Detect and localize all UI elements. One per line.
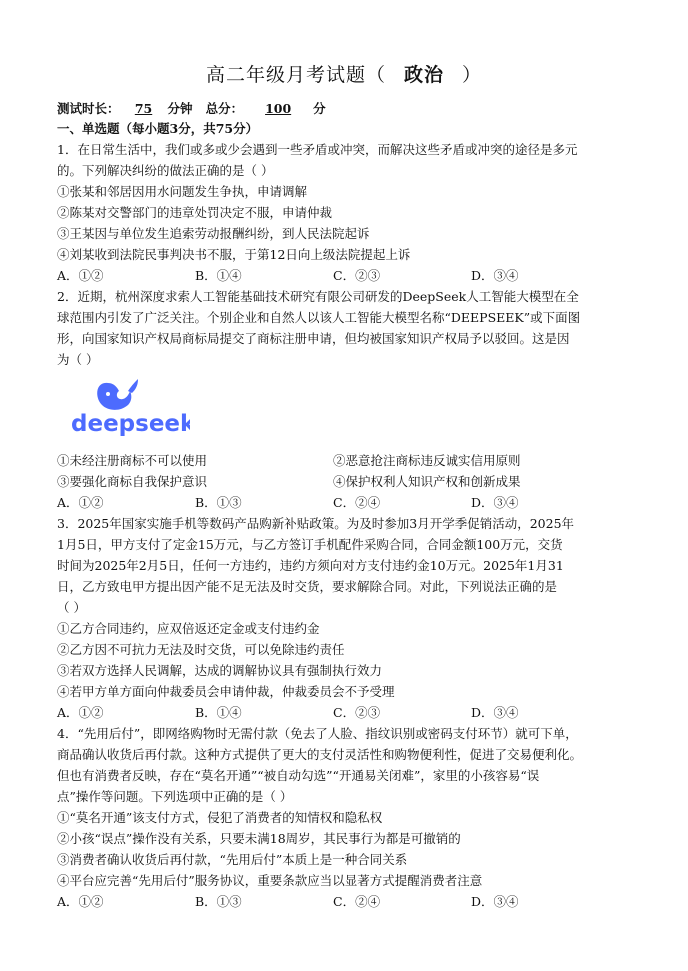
q3-option-d[interactable]: D．③④: [471, 705, 519, 720]
q2-item: ③要强化商标自我保护意识: [57, 474, 208, 489]
q3-stem-line: 时间为2025年2月5日，任何一方违约，违约方须向对方支付违约金10万元。2025年1月31: [57, 558, 564, 573]
q2-stem-line: 形，向国家知识产权局商标局提交了商标注册申请，但均被国家知识产权局予以驳回。这是因: [57, 331, 570, 346]
title-prefix: 高二年级月考试题（: [205, 64, 386, 86]
title-suffix: ）: [462, 64, 483, 86]
q3-item: ①乙方合同违约，应双倍返还定金或支付违约金: [57, 621, 320, 636]
deepseek-logo: [70, 375, 190, 437]
score-value: 100: [265, 101, 292, 116]
q3-options: [57, 703, 657, 724]
time-label: 测试时长：: [57, 101, 120, 116]
q1-option-a[interactable]: A．①②: [57, 268, 104, 283]
q1-option-d[interactable]: D．③④: [471, 268, 519, 283]
q1-stem-line: 的。下列解决纠纷的做法正确的是（ ）: [57, 163, 274, 178]
q4-option-b[interactable]: B．①③: [195, 894, 242, 909]
q1-item: ②陈某对交警部门的违章处罚决定不服，申请仲裁: [57, 205, 333, 220]
q3-option-a[interactable]: A．①②: [57, 705, 104, 720]
q2-stem-line: 为（ ）: [57, 352, 99, 367]
q2-item: ④保护权利人知识产权和创新成果: [333, 474, 521, 489]
q3-option-c[interactable]: C．②③: [333, 705, 381, 720]
q2-option-a[interactable]: A．①②: [57, 495, 104, 510]
q2-option-d[interactable]: D．③④: [471, 495, 519, 510]
logo-wordmark: deepseek: [71, 411, 190, 437]
q2-option-b[interactable]: B．①③: [195, 495, 242, 510]
q1-stem-line: 1．在日常生活中，我们或多或少会遇到一些矛盾或冲突，而解决这些矛盾或冲突的途径是多元: [57, 142, 578, 157]
q4-stem-line: 商品确认收货后再付款。这种方式提供了更大的支付灵活性和购物便利性，促进了交易便利化。: [57, 747, 583, 762]
q4-options: [57, 892, 657, 913]
q3-stem-line: （ ）: [57, 600, 86, 615]
q2-option-c[interactable]: C．②④: [333, 495, 381, 510]
q3-item: ④若甲方单方面向仲裁委员会申请仲裁，仲裁委员会不予受理: [57, 684, 395, 699]
q3-stem-line: 日，乙方致电甲方提出因产能不足无法及时交货，要求解除合同。对此，下列说法正确的是: [57, 579, 558, 594]
q3-stem-line: 3．2025年国家实施手机等数码产品购新补贴政策。为及时参加3月开学季促销活动，2025年: [57, 516, 575, 531]
q2-item: ①未经注册商标不可以使用: [57, 453, 208, 468]
q3-option-b[interactable]: B．①④: [195, 705, 242, 720]
q3-item: ③若双方选择人民调解，达成的调解协议具有强制执行效力: [57, 663, 383, 678]
q1-options: [57, 266, 657, 287]
section-heading: 一、单选题（每小题3分，共75分）: [57, 121, 259, 136]
q1-item: ④刘某收到法院民事判决书不服，于第12日向上级法院提起上诉: [57, 247, 411, 262]
score-unit: 分: [313, 101, 326, 116]
q4-option-a[interactable]: A．①②: [57, 894, 104, 909]
q4-stem-line: 但也有消费者反映，存在“莫名开通”“被自动勾选”“开通易关闭难”，家里的小孩容易“误: [57, 768, 540, 783]
q4-item: ④平台应完善“先用后付”服务协议，重要条款应当以显著方式提醒消费者注意: [57, 873, 483, 888]
q2-options: [57, 493, 657, 514]
q3-item: ②乙方因不可抗力无法及时交货，可以免除违约责任: [57, 642, 345, 657]
q1-item: ③王某因与单位发生追索劳动报酬纠纷，到人民法院起诉: [57, 226, 370, 241]
q1-option-c[interactable]: C．②③: [333, 268, 381, 283]
subject-name: 政治: [403, 64, 444, 86]
q4-item: ①“莫名开通”该支付方式，侵犯了消费者的知情权和隐私权: [57, 810, 383, 825]
time-value: 75: [134, 101, 153, 116]
q4-option-d[interactable]: D．③④: [471, 894, 519, 909]
exam-title: [0, 60, 688, 87]
q4-option-c[interactable]: C．②④: [333, 894, 381, 909]
q4-item: ③消费者确认收货后再付款，“先用后付”本质上是一种合同关系: [57, 852, 408, 867]
q4-item: ②小孩“误点”操作没有关系，只要未满18周岁，其民事行为都是可撤销的: [57, 831, 461, 846]
q2-stem-line: 2．近期，杭州深度求索人工智能基础技术研究有限公司研发的DeepSeek人工智能大模型在全: [57, 289, 579, 304]
time-unit: 分钟: [167, 101, 193, 116]
q4-stem-line: 点”操作等问题。下列选项中正确的是（ ）: [57, 789, 293, 804]
whale-logo-icon: [70, 375, 190, 437]
q3-stem-line: 1月5日，甲方支付了定金15万元，与乙方签订手机配件采购合同，合同金额100万元，交货: [57, 537, 563, 552]
score-label: 总分：: [205, 101, 244, 116]
exam-meta: [57, 99, 657, 120]
q2-item: ②恶意抢注商标违反诚实信用原则: [333, 453, 521, 468]
q1-item: ①张某和邻居因用水问题发生争执，申请调解: [57, 184, 308, 199]
q1-option-b[interactable]: B．①④: [195, 268, 242, 283]
q4-stem-line: 4．“先用后付”，即网络购物时无需付款（免去了人脸、指纹识别或密码支付环节）就可下单，: [57, 726, 578, 741]
q2-stem-line: 球范围内引发了广泛关注。个别企业和自然人以该人工智能大模型名称“DEEPSEEK”或下面图: [57, 310, 581, 325]
